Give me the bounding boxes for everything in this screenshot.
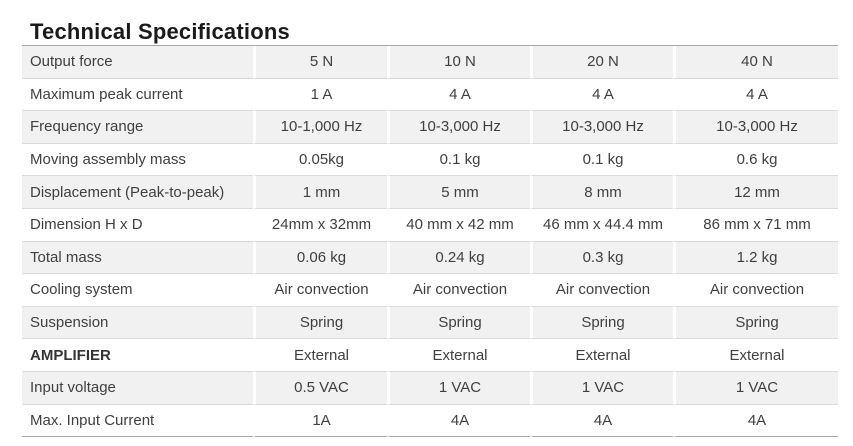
- spec-value-cell: 24mm x 32mm: [253, 209, 387, 242]
- spec-value-cell: Air convection: [253, 274, 387, 307]
- page-title: Technical Specifications: [30, 18, 290, 44]
- spec-value-cell: 46 mm x 44.4 mm: [530, 209, 673, 242]
- spec-value-cell: 0.24 kg: [387, 242, 530, 275]
- spec-value-cell: 1 mm: [253, 176, 387, 209]
- spec-value-cell: External: [673, 339, 838, 372]
- spec-value-cell: Spring: [530, 307, 673, 340]
- spec-value-cell: 10-3,000 Hz: [673, 111, 838, 144]
- spec-value-cell: 0.3 kg: [530, 242, 673, 275]
- spec-label: Maximum peak current: [22, 79, 253, 112]
- spec-value-cell: 8 mm: [530, 176, 673, 209]
- spec-value-cell: 1 VAC: [387, 372, 530, 405]
- spec-value-cell: Spring: [387, 307, 530, 340]
- table-row: [22, 79, 838, 112]
- table-row: [22, 176, 838, 209]
- spec-value-cell: External: [387, 339, 530, 372]
- table-row: [22, 111, 838, 144]
- spec-value-cell: 4A: [530, 405, 673, 438]
- table-row: [22, 209, 838, 242]
- spec-value-cell: 0.06 kg: [253, 242, 387, 275]
- spec-value-cell: 5 mm: [387, 176, 530, 209]
- table-row: [22, 274, 838, 307]
- spec-label: Moving assembly mass: [22, 144, 253, 177]
- spec-value-cell: 40 mm x 42 mm: [387, 209, 530, 242]
- spec-value-cell: Air convection: [530, 274, 673, 307]
- spec-value-cell: 1A: [253, 405, 387, 438]
- table-row: [22, 144, 838, 177]
- spec-value-cell: 10-3,000 Hz: [387, 111, 530, 144]
- spec-value-cell: Spring: [253, 307, 387, 340]
- table-row: [22, 242, 838, 275]
- table-row: [22, 307, 838, 340]
- spec-value-cell: 4 A: [387, 79, 530, 112]
- spec-value-cell: 4 A: [673, 79, 838, 112]
- spec-label: Output force: [22, 46, 253, 79]
- spec-value-cell: 1 VAC: [530, 372, 673, 405]
- spec-value-cell: 12 mm: [673, 176, 838, 209]
- spec-value-cell: Air convection: [673, 274, 838, 307]
- spec-value-cell: Air convection: [387, 274, 530, 307]
- spec-label: Displacement (Peak-to-peak): [22, 176, 253, 209]
- table-row: [22, 46, 838, 79]
- spec-value-cell: Spring: [673, 307, 838, 340]
- spec-label: Total mass: [22, 242, 253, 275]
- spec-value-cell: 1 A: [253, 79, 387, 112]
- spec-value-cell: 4A: [673, 405, 838, 438]
- spec-value-cell: 0.1 kg: [530, 144, 673, 177]
- table-row: [22, 372, 838, 405]
- spec-label: Input voltage: [22, 372, 253, 405]
- spec-label: AMPLIFIER: [22, 339, 253, 372]
- spec-value-cell: 5 N: [253, 46, 387, 79]
- spec-table-container: [22, 45, 838, 437]
- spec-value-cell: 4 A: [530, 79, 673, 112]
- spec-value-cell: 10 N: [387, 46, 530, 79]
- spec-value-cell: 40 N: [673, 46, 838, 79]
- spec-value-cell: 10-3,000 Hz: [530, 111, 673, 144]
- spec-value-cell: 1 VAC: [673, 372, 838, 405]
- spec-table: [22, 45, 838, 437]
- spec-value-cell: 10-1,000 Hz: [253, 111, 387, 144]
- spec-label: Dimension H x D: [22, 209, 253, 242]
- spec-value-cell: 0.1 kg: [387, 144, 530, 177]
- spec-value-cell: 20 N: [530, 46, 673, 79]
- spec-table-body: [22, 46, 838, 437]
- spec-value-cell: 86 mm x 71 mm: [673, 209, 838, 242]
- spec-value-cell: External: [530, 339, 673, 372]
- table-row: [22, 339, 838, 372]
- spec-value-cell: 0.05kg: [253, 144, 387, 177]
- spec-value-cell: 0.5 VAC: [253, 372, 387, 405]
- spec-label: Frequency range: [22, 111, 253, 144]
- spec-value-cell: 4A: [387, 405, 530, 438]
- spec-label: Cooling system: [22, 274, 253, 307]
- spec-value-cell: External: [253, 339, 387, 372]
- spec-label: Max. Input Current: [22, 405, 253, 438]
- spec-label: Suspension: [22, 307, 253, 340]
- spec-value-cell: 0.6 kg: [673, 144, 838, 177]
- table-row: [22, 405, 838, 438]
- spec-value-cell: 1.2 kg: [673, 242, 838, 275]
